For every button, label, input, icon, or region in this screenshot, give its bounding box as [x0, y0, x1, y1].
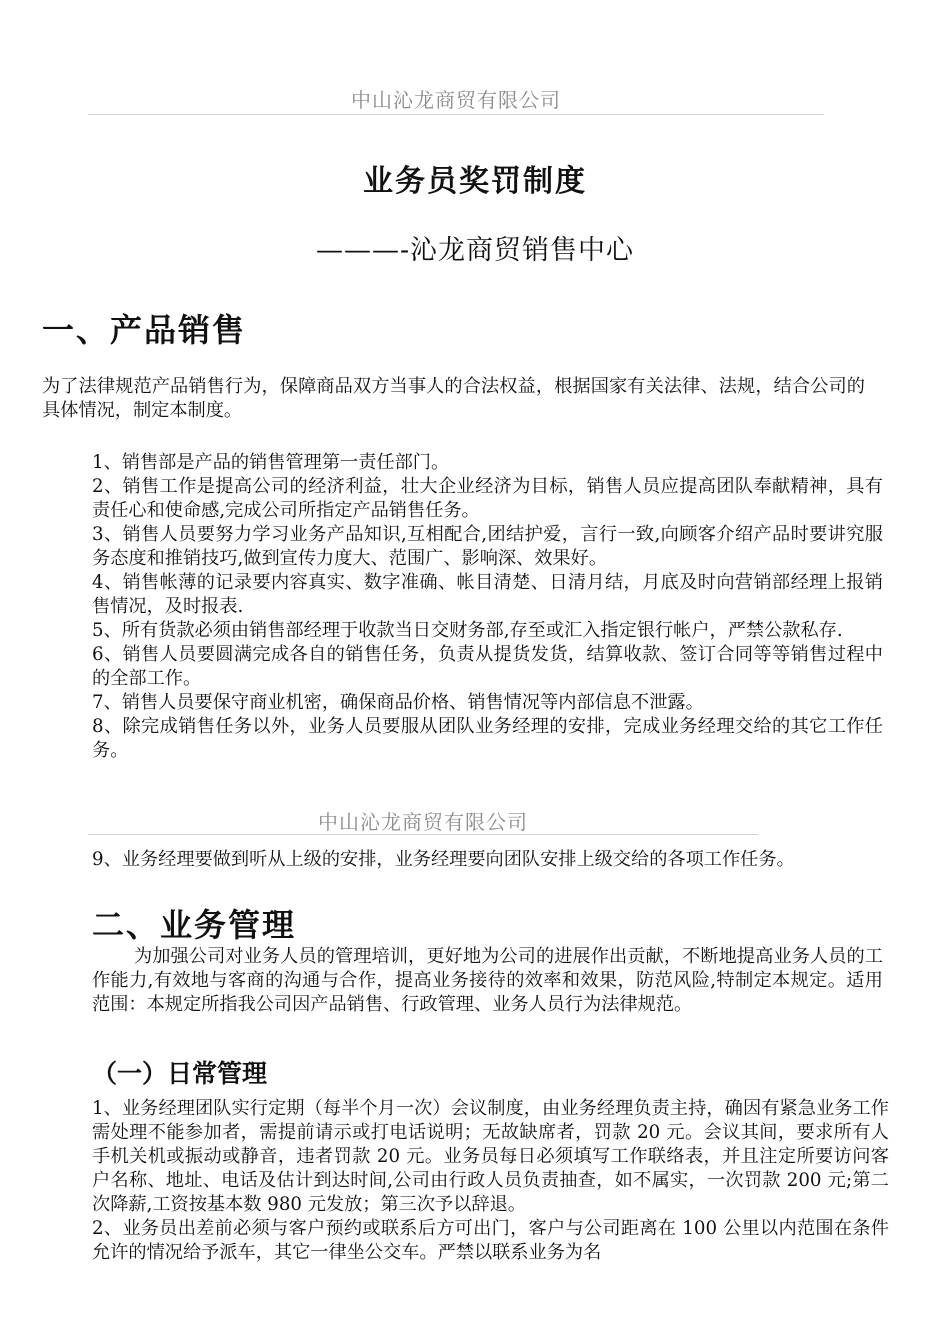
list-item: 2、业务员出差前必须与客户预约或联系后方可出门，客户与公司距离在 100 公里以内范围在条件允许的情况给予派车，其它一律坐公交车。严禁以联系业务为名 — [92, 1218, 889, 1263]
sales-rule-9 — [92, 848, 883, 872]
list-item: 9、业务经理要做到听从上级的安排，业务经理要向团队安排上级交给的各项工作任务。 — [92, 849, 795, 870]
list-item: 3、销售人员要努力学习业务产品知识,互相配合,团结护爱，言行一致,向顾客介绍产品时要讲究服务态度和推销技巧,做到宣传力度大、范围广、影响深、效果好。 — [92, 524, 883, 569]
list-item: 8、除完成销售任务以外，业务人员要服从团队业务经理的安排，完成业务经理交给的其它工作任务。 — [92, 716, 883, 761]
list-item: 1、销售部是产品的销售管理第一责任部门。 — [92, 452, 450, 473]
list-item: 4、销售帐薄的记录要内容真实、数字准确、帐目清楚、日清月结，月底及时向营销部经理上报销售情况，及时报表. — [92, 572, 883, 617]
header-company-name-repeat: 中山沁龙商贸有限公司 — [318, 810, 528, 834]
section-heading-business-management: 二、业务管理 — [92, 906, 297, 944]
list-item: 2、销售工作是提高公司的经济利益，壮大企业经济为目标，销售人员应提高团队奉献精神，具有责任心和使命感,完成公司所指定产品销售任务。 — [92, 476, 883, 521]
document-title: 业务员奖罚制度 — [363, 164, 587, 199]
page-header-repeat — [88, 808, 758, 835]
list-item: 5、所有货款必须由销售部经理于收款当日交财务部,存至或汇入指定银行帐户，严禁公款私存. — [92, 620, 843, 641]
intro-paragraph: 为了法律规范产品销售行为，保障商品双方当事人的合法权益，根据国家有关法律、法规，结合公司的具体情况，制定本制度。 — [42, 376, 865, 421]
section-heading-product-sales: 一、产品销售 — [42, 311, 247, 349]
list-item: 7、销售人员要保守商业机密，确保商品价格、销售情况等内部信息不泄露。 — [92, 692, 704, 713]
page-header — [88, 86, 824, 115]
section2-intro — [92, 945, 883, 1017]
subsection-heading-daily-management: （一）日常管理 — [92, 1059, 268, 1088]
list-item: 1、业务经理团队实行定期（每半个月一次）会议制度，由业务经理负责主持，确因有紧急业务工作需处理不能参加者，需提前请示或打电话说明；无故缺席者，罚款 20 元。会议其间，要求所有人手机关机或振动或静音，违者罚款 20 元。业务员每日必须填写工作联络表，并且注定所要访问客户名称、地址、电话及估计到达时间,公司由行政人员负责抽查，如不属实，一次罚款 200 元;第二次降薪,工资按基本数 980 元发放；第三次予以辞退。 — [92, 1098, 889, 1215]
daily-management-rules — [92, 1097, 889, 1265]
intro-paragraph: 为加强公司对业务人员的管理培训，更好地为公司的进展作出贡献，不断地提高业务人员的工作能力,有效地与客商的沟通与合作，提高业务接待的效率和效果，防范风险,特制定本规定。适用范围：本规定所指我公司因产品销售、行政管理、业务人员行为法律规范。 — [92, 946, 883, 1015]
document-subtitle: ———-沁龙商贸销售中心 — [315, 235, 635, 266]
list-item: 6、销售人员要圆满完成各自的销售任务，负责从提货发货，结算收款、签订合同等等销售过程中的全部工作。 — [92, 644, 883, 689]
header-company-name: 中山沁龙商贸有限公司 — [351, 88, 561, 112]
section1-intro — [42, 375, 865, 423]
sales-rules-list — [92, 451, 883, 763]
